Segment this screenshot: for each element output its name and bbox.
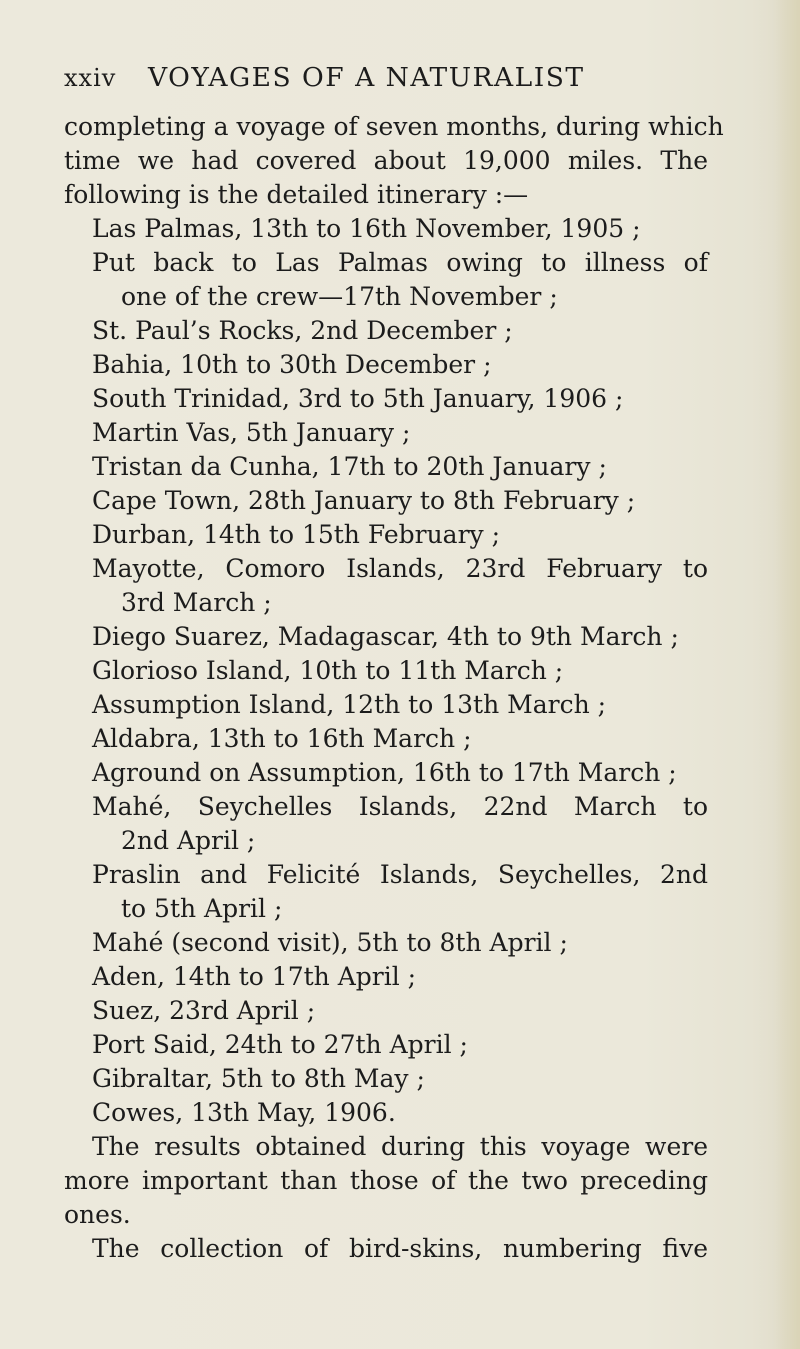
body-line: The collection of bird-skins, numbering five — [92, 1234, 708, 1263]
itinerary-entry-continuation: one of the crew—17th November ; — [121, 282, 558, 311]
running-title: VOYAGES OF A NATURALIST — [148, 62, 585, 93]
itinerary-entry: Martin Vas, 5th January ; — [92, 418, 411, 447]
itinerary-entry: Aden, 14th to 17th April ; — [92, 962, 417, 991]
itinerary-entry: St. Paul’s Rocks, 2nd December ; — [92, 316, 513, 345]
itinerary-entry: Mahé (second visit), 5th to 8th April ; — [92, 928, 568, 957]
itinerary-entry: Praslin and Felicité Islands, Seychelles, 2nd — [92, 860, 708, 889]
itinerary-entry: Diego Suarez, Madagascar, 4th to 9th March ; — [92, 622, 679, 651]
itinerary-entry: Aground on Assumption, 16th to 17th March ; — [92, 758, 677, 787]
itinerary-entry: Mahé, Seychelles Islands, 22nd March to — [92, 792, 708, 821]
itinerary-entry: South Trinidad, 3rd to 5th January, 1906 ; — [92, 384, 624, 413]
itinerary-entry: Suez, 23rd April ; — [92, 996, 316, 1025]
intro-line: time we had covered about 19,000 miles. The — [64, 146, 708, 175]
intro-line: completing a voyage of seven months, during which — [64, 112, 724, 141]
itinerary-entry-continuation: 2nd April ; — [121, 826, 256, 855]
intro-line: following is the detailed itinerary :— — [64, 180, 529, 209]
itinerary-entry-continuation: to 5th April ; — [121, 894, 283, 923]
itinerary-entry: Gibraltar, 5th to 8th May ; — [92, 1064, 425, 1093]
itinerary-entry-continuation: 3rd March ; — [121, 588, 272, 617]
itinerary-entry: Aldabra, 13th to 16th March ; — [92, 724, 472, 753]
itinerary-entry: Port Said, 24th to 27th April ; — [92, 1030, 468, 1059]
itinerary-entry: Assumption Island, 12th to 13th March ; — [92, 690, 607, 719]
page-number: xxiv — [64, 64, 117, 92]
itinerary-entry: Mayotte, Comoro Islands, 23rd February to — [92, 554, 708, 583]
itinerary-entry: Tristan da Cunha, 17th to 20th January ; — [92, 452, 607, 481]
body-line: The results obtained during this voyage were — [92, 1132, 708, 1161]
itinerary-entry: Las Palmas, 13th to 16th November, 1905 ; — [92, 214, 641, 243]
body-line: ones. — [64, 1200, 131, 1229]
itinerary-entry: Bahia, 10th to 30th December ; — [92, 350, 492, 379]
body-line: more important than those of the two preceding — [64, 1166, 708, 1195]
itinerary-entry: Cape Town, 28th January to 8th February ; — [92, 486, 636, 515]
itinerary-entry: Put back to Las Palmas owing to illness of — [92, 248, 708, 277]
page-edge-shadow — [774, 0, 800, 1349]
itinerary-entry: Glorioso Island, 10th to 11th March ; — [92, 656, 564, 685]
page-header — [64, 62, 764, 96]
itinerary-entry: Durban, 14th to 15th February ; — [92, 520, 501, 549]
itinerary-entry: Cowes, 13th May, 1906. — [92, 1098, 396, 1127]
